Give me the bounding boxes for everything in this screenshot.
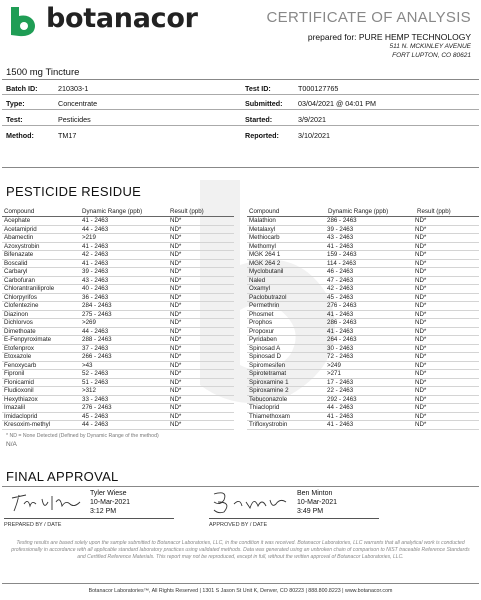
result-cell: ND* <box>415 251 427 258</box>
result-cell: ND* <box>170 259 182 267</box>
range-cell: 22 - 2463 <box>327 387 354 394</box>
range-cell: 41 - 2463 <box>327 310 354 318</box>
compound-cell: Metalaxyl <box>249 225 276 233</box>
table-row <box>2 387 234 396</box>
range-cell: 41 - 2463 <box>327 242 354 250</box>
range-cell: 47 - 2463 <box>327 276 354 284</box>
result-cell: ND* <box>170 242 182 250</box>
table-row <box>247 217 479 226</box>
table-row <box>247 311 479 320</box>
compound-cell: Pyridaben <box>249 336 277 343</box>
result-cell: ND* <box>170 234 182 241</box>
table-row <box>247 370 479 379</box>
result-cell: ND* <box>415 353 427 360</box>
range-cell: 44 - 2463 <box>327 404 354 411</box>
result-cell: ND* <box>170 285 182 292</box>
approver-name: Ben Minton <box>297 490 333 497</box>
compound-cell: Permethrin <box>249 302 280 309</box>
type-value: Concentrate <box>58 99 98 108</box>
range-cell: 286 - 2463 <box>327 217 357 224</box>
table-row <box>247 336 479 345</box>
table-row <box>247 413 479 422</box>
table-row <box>2 234 234 243</box>
compound-cell: Methomyl <box>249 242 276 250</box>
range-cell: 43 - 2463 <box>327 234 354 241</box>
compound-cell: Thiamethoxam <box>249 412 290 420</box>
result-cell: ND* <box>415 378 427 386</box>
range-cell: 45 - 2463 <box>327 293 354 301</box>
result-cell: ND* <box>170 421 182 428</box>
table-row <box>2 277 234 286</box>
range-cell: 44 - 2463 <box>82 327 109 335</box>
result-cell: ND* <box>170 378 182 386</box>
method-label: Method: <box>6 131 34 140</box>
range-cell: 30 - 2463 <box>327 344 354 352</box>
table-row <box>2 285 234 294</box>
table-row <box>2 302 234 311</box>
product-name: 1500 mg Tincture <box>6 67 80 78</box>
range-cell: 275 - 2463 <box>82 310 112 318</box>
compound-cell: Chlorantraniliprole <box>4 285 55 292</box>
result-cell: ND* <box>415 361 427 369</box>
compound-cell: Malathion <box>249 217 276 224</box>
column-header-range: Dynamic Range (ppb) <box>82 208 143 215</box>
range-cell: 39 - 2463 <box>327 225 354 233</box>
signature-line <box>209 518 379 519</box>
range-cell: 42 - 2463 <box>327 285 354 292</box>
compound-cell: Kresoxim-methyl <box>4 421 51 428</box>
reported-label: Reported: <box>245 131 279 140</box>
result-cell: ND* <box>415 293 427 301</box>
approver-date: 10-Mar-2021 <box>297 499 338 506</box>
approver-signature <box>210 488 292 516</box>
table-row <box>247 362 479 371</box>
test-id-value: T000127765 <box>298 84 339 93</box>
prepared-for: prepared for: PURE HEMP TECHNOLOGY <box>307 32 471 42</box>
result-cell: ND* <box>415 395 427 403</box>
compound-cell: Phosmet <box>249 310 274 318</box>
result-cell: ND* <box>170 387 182 394</box>
compound-cell: MGK 264 2 <box>249 259 281 267</box>
table-row <box>2 370 234 379</box>
preparer-name: Tyler Wiese <box>90 490 127 497</box>
footnote: * ND = None Detected (Defined by Dynamic Range of the method) <box>6 433 159 439</box>
result-cell: ND* <box>170 344 182 352</box>
table-row <box>247 319 479 328</box>
table-row <box>247 396 479 405</box>
compound-cell: Fenoxycarb <box>4 361 37 369</box>
preparer-date: 10-Mar-2021 <box>90 499 131 506</box>
compound-cell: Imazalil <box>4 404 25 411</box>
table-row <box>2 336 234 345</box>
type-label: Type: <box>6 99 25 108</box>
range-cell: 17 - 2463 <box>327 378 354 386</box>
table-row <box>2 260 234 269</box>
range-cell: >269 <box>82 319 96 326</box>
result-cell: ND* <box>415 421 427 428</box>
compound-cell: Carbofuran <box>4 276 35 284</box>
compound-cell: Flonicamid <box>4 378 34 386</box>
batch-id-value: 210303-1 <box>58 84 89 93</box>
prepared-by-label: PREPARED BY / DATE <box>4 522 62 528</box>
range-cell: 292 - 2463 <box>327 395 357 403</box>
table-row <box>247 302 479 311</box>
range-cell: >219 <box>82 234 96 241</box>
table-row <box>247 387 479 396</box>
column-header-compound: Compound <box>249 208 280 215</box>
table-row <box>247 226 479 235</box>
table-row <box>2 294 234 303</box>
compound-cell: Oxamyl <box>249 285 270 292</box>
table-row <box>2 421 234 430</box>
range-cell: 114 - 2463 <box>327 259 357 267</box>
result-cell: ND* <box>415 319 427 326</box>
table-row <box>247 277 479 286</box>
table-row <box>2 226 234 235</box>
na-note: N/A <box>6 441 17 448</box>
range-cell: 37 - 2463 <box>82 344 109 352</box>
range-cell: 41 - 2463 <box>327 412 354 420</box>
document-title: CERTIFICATE OF ANALYSIS <box>266 9 471 26</box>
column-header-range: Dynamic Range (ppb) <box>328 208 389 215</box>
submitted-label: Submitted: <box>245 99 283 108</box>
result-cell: ND* <box>170 251 182 258</box>
compound-cell: Boscalid <box>4 259 28 267</box>
result-cell: ND* <box>415 268 427 275</box>
range-cell: 276 - 2463 <box>327 302 357 309</box>
compound-cell: Diazinon <box>4 310 29 318</box>
compound-cell: Spinosad A <box>249 344 281 352</box>
table-row <box>247 421 479 430</box>
approved-by-label: APPROVED BY / DATE <box>209 522 268 528</box>
result-cell: ND* <box>170 217 182 224</box>
compound-cell: Dimethoate <box>4 327 36 335</box>
result-cell: ND* <box>415 225 427 233</box>
result-cell: ND* <box>415 234 427 241</box>
compound-cell: Etoxazole <box>4 353 32 360</box>
compound-cell: Spinosad D <box>249 353 281 360</box>
result-cell: ND* <box>415 387 427 394</box>
result-cell: ND* <box>415 327 427 335</box>
result-cell: ND* <box>415 242 427 250</box>
table-row <box>247 404 479 413</box>
table-row <box>247 328 479 337</box>
range-cell: 41 - 2463 <box>82 259 109 267</box>
result-cell: ND* <box>170 412 182 420</box>
range-cell: >312 <box>82 387 96 394</box>
compound-cell: Clofentezine <box>4 302 39 309</box>
compound-cell: Paclobutrazol <box>249 293 287 301</box>
divider <box>2 94 479 95</box>
compound-cell: Fipronil <box>4 370 25 377</box>
method-value: TM17 <box>58 131 77 140</box>
table-row <box>2 404 234 413</box>
compound-cell: Spiroxamine 1 <box>249 378 289 386</box>
result-cell: ND* <box>415 285 427 292</box>
compound-cell: Trifloxystrobin <box>249 421 288 428</box>
result-cell: ND* <box>170 327 182 335</box>
column-header-result: Result (ppb) <box>170 208 204 215</box>
range-cell: 264 - 2463 <box>327 336 357 343</box>
compound-cell: Prophos <box>249 319 273 326</box>
range-cell: 41 - 2463 <box>82 242 109 250</box>
divider <box>2 583 479 584</box>
result-cell: ND* <box>170 404 182 411</box>
table-row <box>247 268 479 277</box>
table-row <box>2 379 234 388</box>
range-cell: 45 - 2463 <box>82 412 109 420</box>
test-value: Pesticides <box>58 115 91 124</box>
range-cell: >249 <box>327 361 341 369</box>
range-cell: 33 - 2463 <box>82 395 109 403</box>
started-value: 3/9/2021 <box>298 115 326 124</box>
footer: Botanacor Laboratories™, All Rights Reserved | 1301 S Jason St Unit K, Denver, CO 80223 | 888.800.8223 | www.botanacor.com <box>88 588 393 594</box>
compound-cell: MGK 264 1 <box>249 251 281 258</box>
botanacor-logo-icon <box>8 5 38 37</box>
range-cell: 41 - 2463 <box>327 327 354 335</box>
result-cell: ND* <box>415 370 427 377</box>
table-row <box>2 251 234 260</box>
compound-cell: Azoxystrobin <box>4 242 40 250</box>
result-cell: ND* <box>170 336 182 343</box>
brand-name: botanacor <box>46 3 198 34</box>
compound-cell: E-Fenpyroximate <box>4 336 52 343</box>
approver-time: 3:49 PM <box>297 508 324 515</box>
result-cell: ND* <box>170 225 182 233</box>
compound-cell: Spirotetramat <box>249 370 287 377</box>
range-cell: 52 - 2463 <box>82 370 109 377</box>
table-row <box>247 379 479 388</box>
table-row <box>247 243 479 252</box>
approval-title: FINAL APPROVAL <box>6 469 119 484</box>
result-cell: ND* <box>170 302 182 309</box>
compound-cell: Thiacloprid <box>249 404 280 411</box>
result-cell: ND* <box>170 268 182 275</box>
compound-cell: Dichlorvos <box>4 319 33 326</box>
table-row <box>2 217 234 226</box>
section-title: PESTICIDE RESIDUE <box>6 184 142 199</box>
disclaimer: Testing results are based solely upon the sample submitted to Botanacor Laboratories, LLC, in the condition it was received. Botanacor Laboratories, LLC warrants that all analytical work is conducted professionally in accordance with all applicable standard laboratory practices using validated methods. Data was generated using an unbroken chain of comparison to NIST traceable Reference Standards and Certified Reference Materials. This report may not be reproduced, except in full, without the written approval of Botanacor Laboratories, LLC. <box>11 540 470 561</box>
table-row <box>2 328 234 337</box>
divider <box>2 109 479 110</box>
result-cell: ND* <box>415 344 427 352</box>
compound-cell: Acetamiprid <box>4 225 37 233</box>
compound-cell: Naled <box>249 276 266 284</box>
table-row <box>247 260 479 269</box>
preparer-signature <box>8 490 86 514</box>
range-cell: 72 - 2463 <box>327 353 354 360</box>
result-cell: ND* <box>415 302 427 309</box>
signature-line <box>4 518 174 519</box>
compound-cell: Spiromesifen <box>249 361 286 369</box>
range-cell: 41 - 2463 <box>327 421 354 428</box>
result-cell: ND* <box>170 319 182 326</box>
preparer-time: 3:12 PM <box>90 508 117 515</box>
submitted-value: 03/04/2021 @ 04:01 PM <box>298 99 377 108</box>
range-cell: 288 - 2463 <box>82 336 112 343</box>
range-cell: 266 - 2463 <box>82 353 112 360</box>
range-cell: >271 <box>327 370 341 377</box>
compound-cell: Spiroxamine 2 <box>249 387 289 394</box>
test-id-label: Test ID: <box>245 84 271 93</box>
table-row <box>2 345 234 354</box>
table-row <box>247 353 479 362</box>
range-cell: 44 - 2463 <box>82 421 109 428</box>
range-cell: 159 - 2463 <box>327 251 357 258</box>
range-cell: 46 - 2463 <box>327 268 354 275</box>
compound-cell: Myclobutanil <box>249 268 284 275</box>
compound-cell: Propoxur <box>249 327 275 335</box>
column-header-result: Result (ppb) <box>417 208 451 215</box>
result-cell: ND* <box>170 310 182 318</box>
divider <box>2 125 479 126</box>
range-cell: 39 - 2463 <box>82 268 109 275</box>
result-cell: ND* <box>170 353 182 360</box>
table-row <box>247 251 479 260</box>
row-divider <box>2 429 234 430</box>
compound-cell: Bifenazate <box>4 251 34 258</box>
divider <box>2 167 479 168</box>
table-row <box>2 268 234 277</box>
compound-cell: Carbaryl <box>4 268 28 275</box>
result-cell: ND* <box>415 217 427 224</box>
result-cell: ND* <box>170 276 182 284</box>
range-cell: 41 - 2463 <box>82 217 109 224</box>
divider <box>2 79 479 80</box>
range-cell: >43 <box>82 361 93 369</box>
table-row <box>2 353 234 362</box>
table-row <box>247 234 479 243</box>
compound-cell: Etofenprox <box>4 344 34 352</box>
range-cell: 51 - 2463 <box>82 378 109 386</box>
column-header-compound: Compound <box>4 208 35 215</box>
started-label: Started: <box>245 115 273 124</box>
table-row <box>2 396 234 405</box>
compound-cell: Tebuconazole <box>249 395 288 403</box>
range-cell: 44 - 2463 <box>82 225 109 233</box>
result-cell: ND* <box>415 310 427 318</box>
reported-value: 3/10/2021 <box>298 131 330 140</box>
range-cell: 276 - 2463 <box>82 404 112 411</box>
range-cell: 36 - 2463 <box>82 293 109 301</box>
result-cell: ND* <box>170 361 182 369</box>
result-cell: ND* <box>170 293 182 301</box>
table-row <box>2 243 234 252</box>
range-cell: 286 - 2463 <box>327 319 357 326</box>
row-divider <box>247 429 479 430</box>
compound-cell: Methiocarb <box>249 234 280 241</box>
client-address-line2: FORT LUPTON, CO 80621 <box>392 52 471 59</box>
table-row <box>2 311 234 320</box>
range-cell: 42 - 2463 <box>82 251 109 258</box>
result-cell: ND* <box>415 336 427 343</box>
result-cell: ND* <box>415 412 427 420</box>
result-cell: ND* <box>415 404 427 411</box>
table-row <box>247 345 479 354</box>
result-cell: ND* <box>415 259 427 267</box>
compound-cell: Fludioxonil <box>4 387 34 394</box>
client-address-line1: 511 N. MCKINLEY AVENUE <box>389 43 471 50</box>
range-cell: 40 - 2463 <box>82 285 109 292</box>
compound-cell: Abamectin <box>4 234 34 241</box>
result-cell: ND* <box>415 276 427 284</box>
divider <box>2 486 479 487</box>
range-cell: 284 - 2463 <box>82 302 112 309</box>
table-row <box>247 294 479 303</box>
test-label: Test: <box>6 115 23 124</box>
table-row <box>247 285 479 294</box>
compound-cell: Imidacloprid <box>4 412 38 420</box>
result-cell: ND* <box>170 395 182 403</box>
range-cell: 43 - 2463 <box>82 276 109 284</box>
table-row <box>2 362 234 371</box>
compound-cell: Chlorpyrifos <box>4 293 38 301</box>
batch-id-label: Batch ID: <box>6 84 38 93</box>
compound-cell: Acephate <box>4 217 31 224</box>
result-cell: ND* <box>170 370 182 377</box>
table-row <box>2 413 234 422</box>
table-row <box>2 319 234 328</box>
compound-cell: Hexythiazox <box>4 395 38 403</box>
